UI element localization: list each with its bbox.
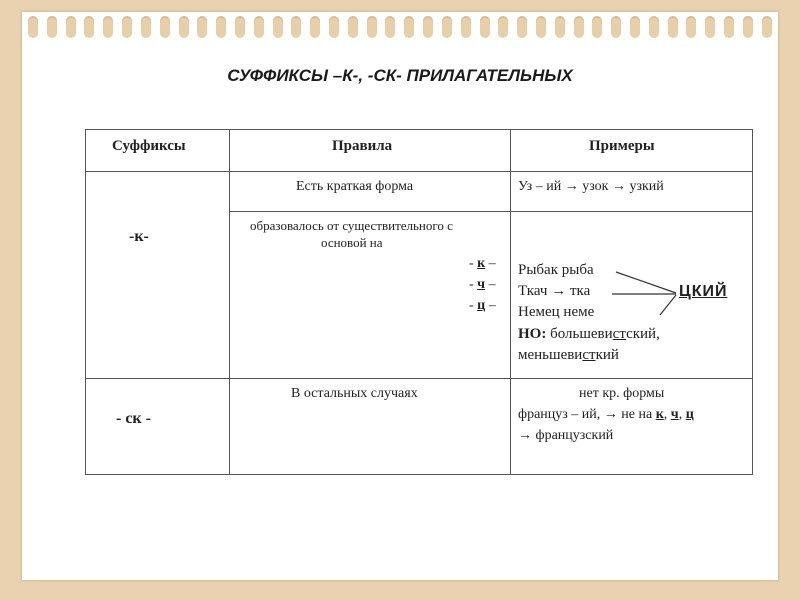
binder-hole: [536, 16, 546, 38]
table-border-bottom: [85, 474, 753, 475]
binder-hole: [743, 16, 753, 38]
example-no-short-form: нет кр. формы: [579, 386, 665, 401]
exception-line1: [518, 326, 660, 343]
suffix-sk: - ск -: [116, 410, 151, 427]
binder-hole: [160, 16, 170, 38]
binder-hole: [705, 16, 715, 38]
exception-line2: [518, 347, 619, 364]
letter-ts-line: [469, 298, 496, 314]
comma: ,: [663, 407, 671, 422]
table-border-row2: [85, 378, 753, 379]
exception-word-part: большеви: [546, 326, 613, 342]
rule-short-form: Есть краткая форма: [296, 179, 414, 194]
binder-hole: [762, 16, 772, 38]
binder-hole: [216, 16, 226, 38]
example-francuz-line: [518, 407, 694, 423]
table-border-header: [85, 171, 753, 172]
example-rybak: Рыбак рыба: [518, 262, 594, 278]
dash: -: [469, 256, 474, 271]
suffix-k: -к-: [129, 228, 149, 245]
rule-other-cases: В остальных случаях: [291, 386, 418, 401]
letter-ts: ц: [477, 298, 486, 313]
exception-word-part: кий: [595, 347, 619, 363]
letter-k: к: [655, 407, 664, 422]
dash: -: [469, 298, 474, 313]
example-tkach: Ткач → тка: [518, 283, 591, 299]
binder-hole: [179, 16, 189, 38]
binder-hole: [141, 16, 151, 38]
binder-hole: [630, 16, 640, 38]
binder-hole: [197, 16, 207, 38]
binder-hole: [649, 16, 659, 38]
binder-hole: [555, 16, 565, 38]
example-francuzskiy: → французский: [518, 428, 614, 443]
letter-ch: ч: [477, 277, 486, 292]
header-rules: Правила: [332, 138, 393, 154]
binder-hole: [367, 16, 377, 38]
binder-hole: [66, 16, 76, 38]
binder-hole: [517, 16, 527, 38]
dash: –: [488, 298, 496, 313]
binder-hole: [498, 16, 508, 38]
binder-hole: [28, 16, 38, 38]
exception-word-part: ский,: [626, 326, 660, 342]
exception-label: НО:: [518, 326, 547, 342]
letter-ch-line: [469, 277, 496, 293]
binder-hole: [122, 16, 132, 38]
table-border-left: [85, 129, 86, 475]
rule-noun-base-line1: образовалось от существительного с: [250, 218, 453, 233]
rule-noun-base-line2: основой на: [321, 235, 383, 250]
paper-sheet: [22, 12, 778, 580]
binder-hole: [291, 16, 301, 38]
result-tskiy: ЦКИЙ: [679, 283, 728, 300]
exception-underlined: ст: [612, 326, 627, 342]
exception-word-part: меньшеви: [518, 347, 583, 363]
letter-k-line: [469, 256, 496, 272]
binder-hole: [480, 16, 490, 38]
table-border-col1: [229, 129, 230, 475]
example-uzkiy: Уз – ий → узок → узкий: [518, 179, 664, 194]
binder-rings: [28, 16, 772, 40]
table-border-right: [752, 129, 753, 475]
binder-hole: [348, 16, 358, 38]
table-border-col2: [510, 129, 511, 475]
binder-hole: [329, 16, 339, 38]
dash: –: [488, 277, 496, 292]
comma: ,: [678, 407, 686, 422]
binder-hole: [574, 16, 584, 38]
example-nemets: Немец неме: [518, 304, 595, 320]
binder-hole: [442, 16, 452, 38]
binder-hole: [423, 16, 433, 38]
binder-hole: [103, 16, 113, 38]
binder-hole: [273, 16, 283, 38]
binder-hole: [611, 16, 621, 38]
binder-hole: [310, 16, 320, 38]
binder-hole: [686, 16, 696, 38]
binder-hole: [47, 16, 57, 38]
example-text: француз – ий, → не на: [518, 407, 656, 422]
letter-ts: ц: [685, 407, 694, 422]
table-border-row-split: [229, 211, 753, 212]
binder-hole: [461, 16, 471, 38]
binder-hole: [254, 16, 264, 38]
header-suffixes: Суффиксы: [112, 138, 186, 154]
exception-underlined: ст: [582, 347, 596, 363]
letter-ch: ч: [670, 407, 679, 422]
letter-k: к: [477, 256, 486, 271]
binder-hole: [84, 16, 94, 38]
binder-hole: [385, 16, 395, 38]
binder-hole: [668, 16, 678, 38]
page-title: СУФФИКСЫ –К-, -СК- ПРИЛАГАТЕЛЬНЫХ: [227, 66, 573, 85]
dash: -: [469, 277, 474, 292]
binder-hole: [235, 16, 245, 38]
header-examples: Примеры: [589, 138, 655, 154]
table-border-top: [85, 129, 753, 130]
dash: –: [488, 256, 496, 271]
binder-hole: [724, 16, 734, 38]
binder-hole: [404, 16, 414, 38]
binder-hole: [592, 16, 602, 38]
